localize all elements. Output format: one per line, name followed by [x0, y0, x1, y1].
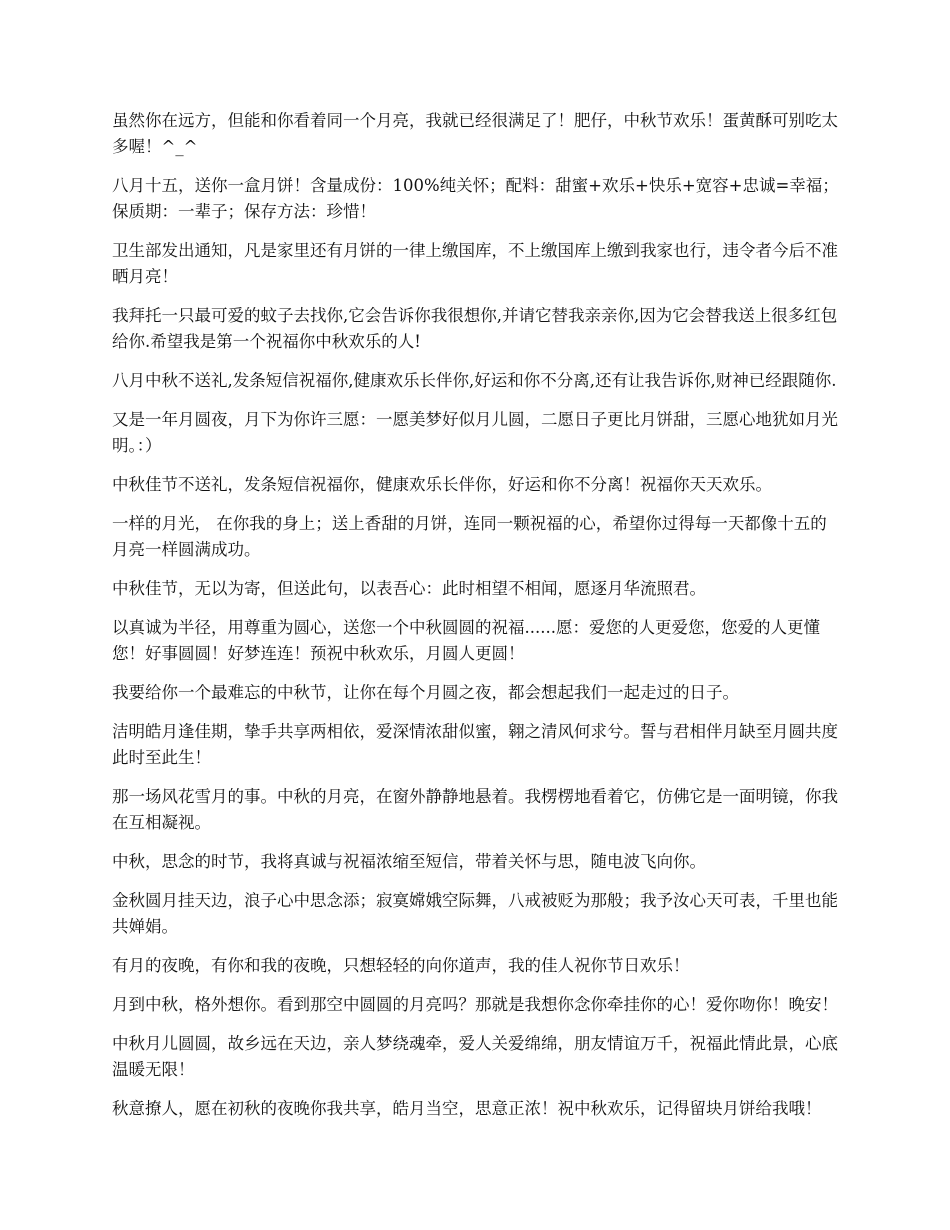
paragraph: 我要给你一个最难忘的中秋节，让你在每个月圆之夜，都会想起我们一起走过的日子。	[112, 683, 739, 702]
paragraph: 那一场风花雪月的事。中秋的月亮，在窗外静静地悬着。我楞楞地看着它，仿佛它是一面明镜，你我在互相凝视。	[112, 787, 838, 832]
paragraph: 有月的夜晚，有你和我的夜晚，只想轻轻的向你道声，我的佳人祝你节日欢乐！	[112, 956, 690, 975]
paragraph: 月到中秋，格外想你。看到那空中圆圆的月亮吗？那就是我想你念你牵挂你的心！爱你吻你！晚安！	[112, 995, 838, 1014]
document-body	[112, 108, 842, 1135]
paragraph: 卫生部发出通知，凡是家里还有月饼的一律上缴国库，不上缴国库上缴到我家也行，违令者今后不准晒月亮！	[112, 241, 838, 286]
paragraph: 我拜托一只最可爱的蚊子去找你,它会告诉你我很想你,并请它替我亲亲你,因为它会替我送上很多红包给你.希望我是第一个祝福你中秋欢乐的人!	[112, 306, 838, 351]
paragraph: 中秋月儿圆圆，故乡远在天边，亲人梦绕魂牵，爱人关爱绵绵，朋友情谊万千，祝福此情此景，心底温暖无限！	[112, 1034, 838, 1079]
paragraph: 秋意撩人，愿在初秋的夜晚你我共享，皓月当空，思意正浓！祝中秋欢乐，记得留块月饼给我哦！	[112, 1099, 822, 1118]
paragraph: 又是一年月圆夜，月下为你许三愿：一愿美梦好似月儿圆，二愿日子更比月饼甜，三愿心地犹如月光明。：）	[112, 410, 838, 455]
paragraph: 中秋佳节，无以为寄，但送此句，以表吾心：此时相望不相闻，愿逐月华流照君。	[112, 579, 706, 598]
paragraph: 一样的月光， 在你我的身上；送上香甜的月饼，连同一颗祝福的心，希望你过得每一天都像十五的月亮一样圆满成功。	[112, 514, 827, 559]
paragraph: 中秋佳节不送礼，发条短信祝福你，健康欢乐长伴你，好运和你不分离！祝福你天天欢乐。	[112, 475, 772, 494]
paragraph: 中秋，思念的时节，我将真诚与祝福浓缩至短信，带着关怀与思，随电波飞向你。	[112, 852, 706, 871]
paragraph: 金秋圆月挂天边，浪子心中思念添；寂寞嫦娥空际舞，八戒被贬为那般；我予汝心天可表，千里也能共婵娟。	[112, 891, 838, 936]
paragraph: 以真诚为半径，用尊重为圆心，送您一个中秋圆圆的祝福......愿：爱您的人更爱您，您爱的人更懂您！好事圆圆！好梦连连！预祝中秋欢乐，月圆人更圆！	[112, 618, 820, 663]
paragraph: 虽然你在远方，但能和你看着同一个月亮，我就已经很满足了！肥仔，中秋节欢乐！蛋黄酥可别吃太多喔！^_^	[112, 111, 838, 156]
paragraph: 八月十五，送你一盒月饼！含量成份：100%纯关怀；配料：甜蜜+欢乐+快乐+宽容+忠诚=幸福；保质期：一辈子；保存方法：珍惜！	[112, 176, 839, 221]
paragraph: 洁明皓月逢佳期，挚手共享两相依，爱深情浓甜似蜜，翱之清风何求兮。誓与君相伴月缺至月圆共度此时至此生！	[112, 722, 838, 767]
paragraph: 八月中秋不送礼,发条短信祝福你,健康欢乐长伴你,好运和你不分离,还有让我告诉你,财神已经跟随你.	[112, 371, 837, 390]
